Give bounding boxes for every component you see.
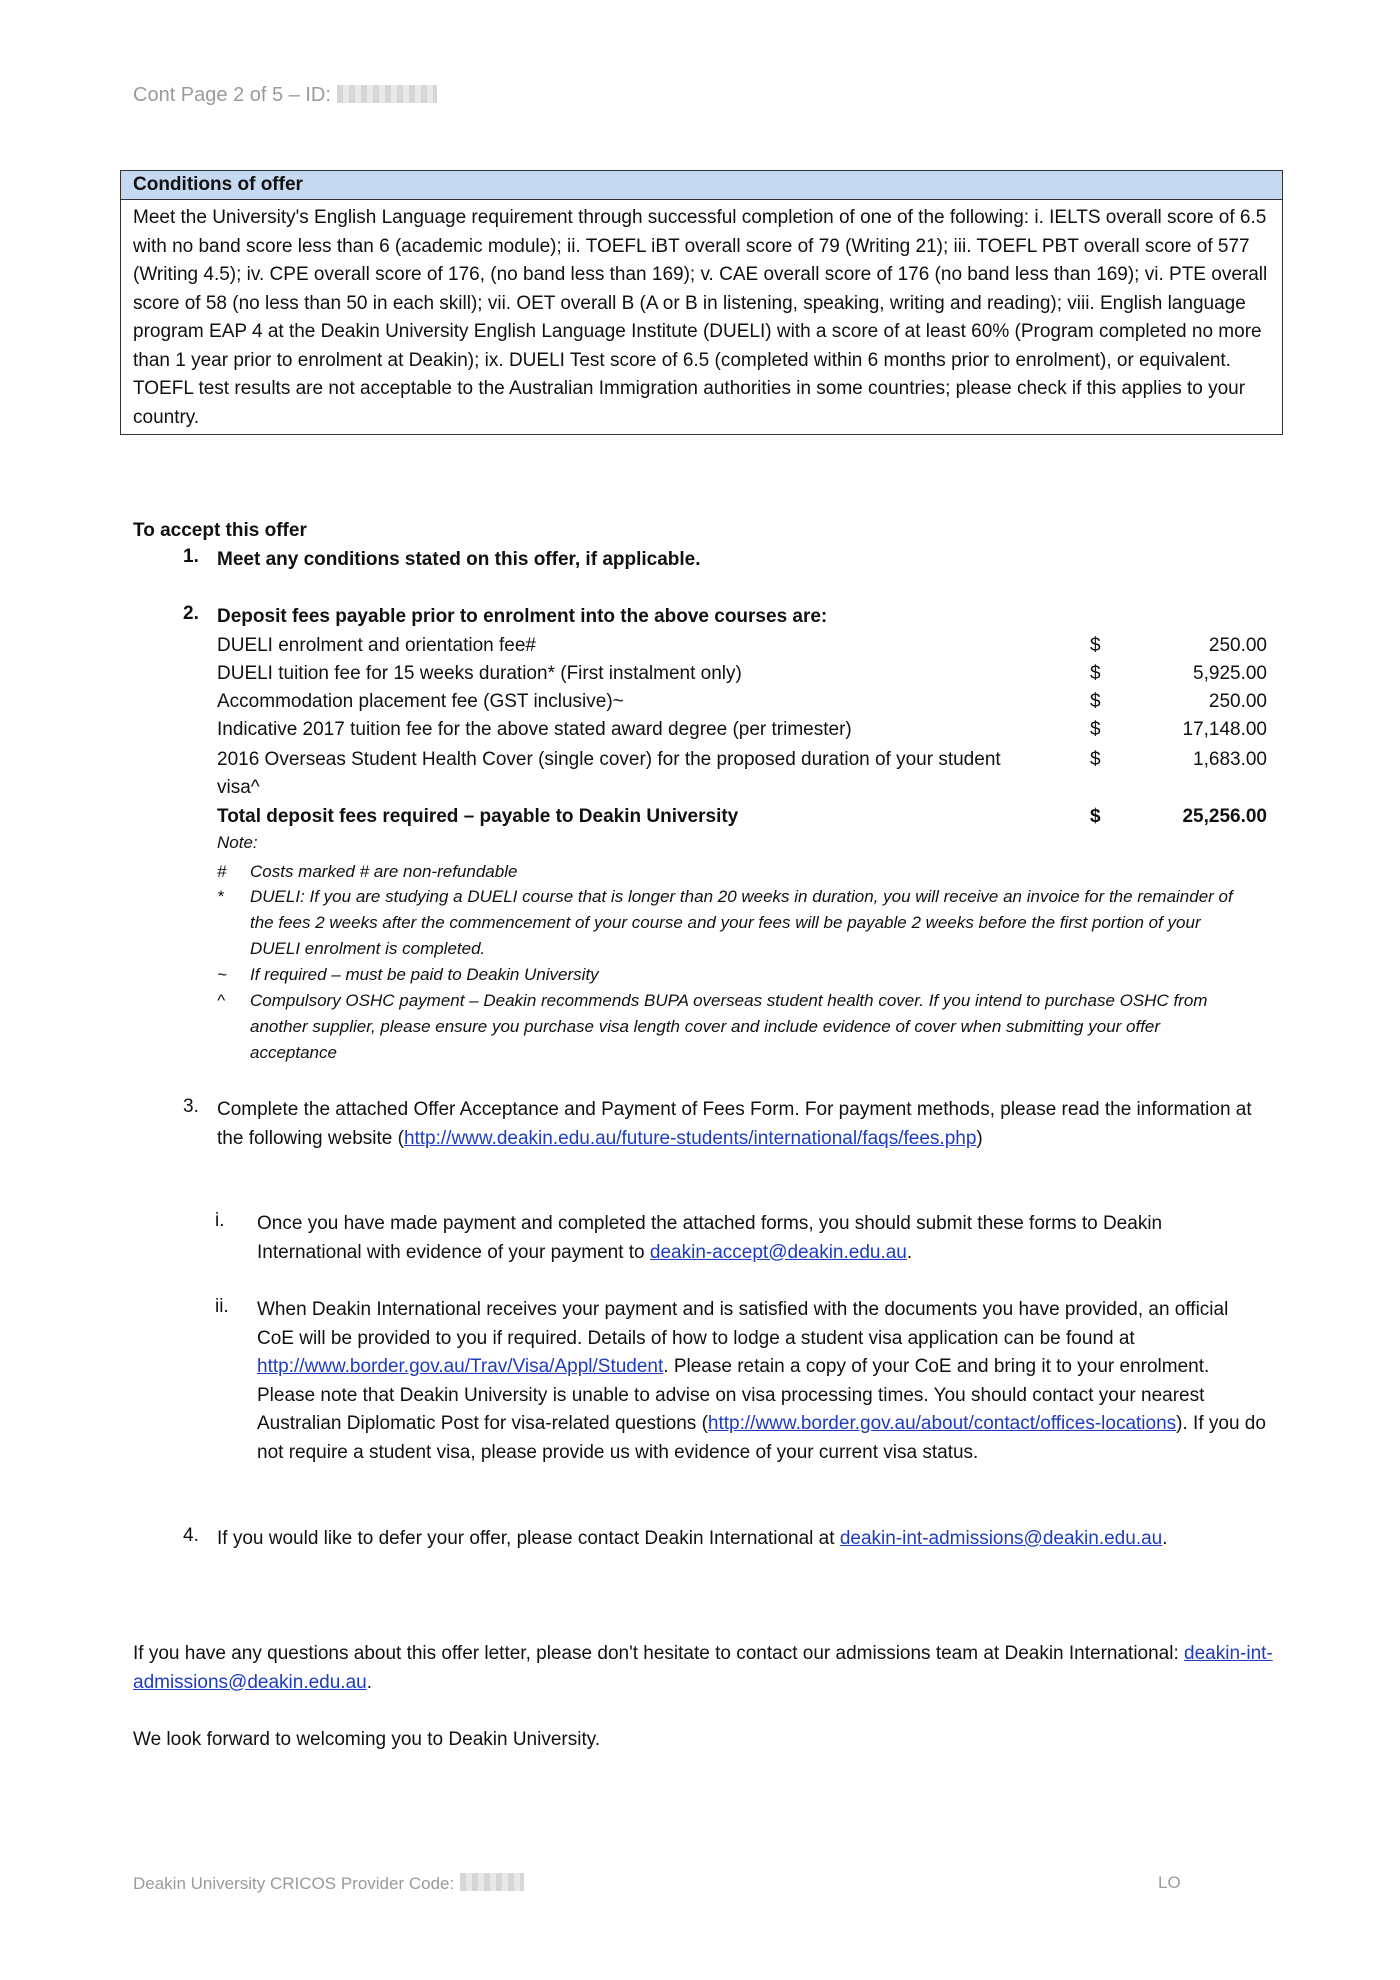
fee-amount: 5,925.00	[1193, 663, 1267, 684]
closing-text-end: .	[366, 1671, 372, 1693]
item-4-text	[217, 1525, 1267, 1554]
fee-label: Indicative 2017 tuition fee for the above stated award degree (per trimester)	[217, 719, 852, 740]
fee-currency: $	[1090, 663, 1101, 684]
note-text: Compulsory OSHC payment – Deakin recommends BUPA overseas student health cover. If you intend to purchase OSHC from another supplier, please ensure you purchase visa length cover and include evidence of cover when submitting your offer acceptance	[250, 991, 1208, 1062]
item-4-text-start: If you would like to defer your offer, please contact Deakin International at	[217, 1528, 840, 1549]
closing-paragraph	[133, 1640, 1273, 1697]
redacted-code	[460, 1873, 524, 1891]
closing-text: If you have any questions about this offer letter, please don't hesitate to contact our admissions team at Deakin International:	[133, 1643, 1185, 1664]
item-1-number: 1.	[183, 546, 199, 567]
item-3-text-end: )	[976, 1127, 983, 1149]
fee-row	[217, 632, 1267, 660]
redacted-id	[337, 85, 437, 103]
item-3-number: 3.	[183, 1096, 199, 1117]
sub-item-i-number: i.	[215, 1210, 225, 1231]
item-2-text: Deposit fees payable prior to enrolment into the above courses are:	[217, 606, 828, 627]
page-header-text: Cont Page 2 of 5 – ID:	[133, 84, 331, 106]
sub-item-ii-text-3: ). If you do not require a student visa, please provide us with evidence of your current visa status.	[257, 1413, 1266, 1463]
note-item	[217, 884, 1267, 962]
item-2-number: 2.	[183, 603, 199, 624]
sub-item-ii-number: ii.	[215, 1296, 229, 1317]
sub-item-ii-text	[257, 1296, 1267, 1467]
sub-item-i-text-start: Once you have made payment and completed the attached forms, you should submit these forms to Deakin International with evidence of your payment to	[257, 1213, 1163, 1263]
fee-label: DUELI enrolment and orientation fee#	[217, 635, 536, 656]
fee-currency: $	[1090, 749, 1101, 770]
fee-label: 2016 Overseas Student Health Cover (single cover) for the proposed duration of your student visa^	[217, 749, 1001, 798]
footer-code: LO	[1158, 1873, 1181, 1892]
admissions-email-link[interactable]: deakin-int-admissions@deakin.edu.au	[133, 1643, 1273, 1693]
fee-row	[217, 660, 1267, 688]
fee-amount: 250.00	[1208, 691, 1267, 712]
note-title: Note:	[217, 833, 258, 852]
fee-total-row	[217, 803, 1267, 831]
offices-locations-link[interactable]: http://www.border.gov.au/about/contact/offices-locations	[707, 1413, 1177, 1434]
note-text: Costs marked # are non-refundable	[250, 862, 518, 881]
item-4-number: 4.	[183, 1525, 199, 1546]
note-symbol: ~	[217, 965, 227, 984]
sub-item-i-text-end: .	[906, 1241, 913, 1263]
conditions-box	[120, 170, 1283, 435]
note-symbol: ^	[217, 991, 225, 1010]
fee-total-label: Total deposit fees required – payable to Deakin University	[217, 806, 739, 827]
page-header	[133, 84, 437, 107]
fee-total-amount: 25,256.00	[1182, 806, 1267, 827]
note-item	[217, 988, 1267, 1066]
sub-item-ii-text-1: When Deakin International receives your payment and is satisfied with the documents you have provided, an official CoE will be provided to you if required. Details of how to lodge a student visa application can be found at	[257, 1299, 1229, 1349]
footer-cricos-text: Deakin University CRICOS Provider Code:	[133, 1874, 455, 1893]
footer-cricos	[133, 1873, 524, 1894]
sub-item-i-text	[257, 1210, 1267, 1267]
fee-currency: $	[1090, 691, 1101, 712]
accept-title: To accept this offer	[133, 520, 307, 541]
fee-amount: 1,683.00	[1193, 749, 1267, 770]
fee-currency: $	[1090, 719, 1101, 740]
sub-item-ii-text-2: . Please retain a copy of your CoE and bring it to your enrolment. Please note that Deakin University is unable to advise on visa processing times. You should contact your nearest Australian Diplomatic Post for visa-related questions (	[257, 1356, 1210, 1434]
note-text: If required – must be paid to Deakin University	[250, 965, 599, 984]
fee-row	[217, 716, 1267, 744]
item-4-text-end: .	[1162, 1528, 1168, 1549]
fee-currency: $	[1090, 635, 1101, 656]
fee-row	[217, 746, 1267, 802]
note-item	[217, 962, 1267, 988]
conditions-title: Conditions of offer	[121, 171, 1282, 200]
note-item	[217, 859, 1267, 885]
fee-amount: 17,148.00	[1182, 719, 1267, 740]
fees-info-link[interactable]: http://www.deakin.edu.au/future-students/international/faqs/fees.php	[403, 1127, 977, 1149]
note-text: DUELI: If you are studying a DUELI course that is longer than 20 weeks in duration, you will receive an invoice for the remainder of the fees 2 weeks after the commencement of your course and your fees will be payable 2 weeks before the first portion of your DUELI enrolment is completed.	[250, 887, 1233, 958]
fee-total-currency: $	[1090, 806, 1101, 827]
fee-row	[217, 688, 1267, 716]
student-visa-link[interactable]: http://www.border.gov.au/Trav/Visa/Appl/Student	[257, 1356, 664, 1377]
item-3-text	[217, 1096, 1267, 1153]
item-1-text: Meet any conditions stated on this offer, if applicable.	[217, 549, 701, 570]
conditions-body: Meet the University's English Language requirement through successful completion of one of the following: i. IELTS overall score of 6.5 with no band score less than 6 (academic module); ii. TOEFL iBT overall score of 79 (Writing 21); iii. TOEFL PBT overall score of 577 (Writing 4.5); iv. CPE overall score of 176, (no band less than 169); v. CAE overall score of 176 (no band less than 169); vi. PTE overall score of 58 (no less than 50 in each skill); vii. OET overall B (A or B in listening, speaking, writing and reading); viii. English language program EAP 4 at the Deakin University English Language Institute (DUELI) with a score of at least 60% (Program completed no more than 1 year prior to enrolment at Deakin); ix. DUELI Test score of 6.5 (completed within 6 months prior to enrolment), or equivalent. TOEFL test results are not acceptable to the Australian Immigration authorities in some countries; please check if this applies to your country.	[133, 207, 1268, 428]
note-symbol: *	[217, 887, 224, 906]
fee-label: Accommodation placement fee (GST inclusive)~	[217, 691, 624, 712]
deakin-accept-email-link[interactable]: deakin-accept@deakin.edu.au	[649, 1241, 907, 1263]
fee-label: DUELI tuition fee for 15 weeks duration* (First instalment only)	[217, 663, 742, 684]
note-symbol: #	[217, 862, 227, 881]
defer-email-link[interactable]: deakin-int-admissions@deakin.edu.au	[839, 1528, 1163, 1549]
item-3-text-start: Complete the attached Offer Acceptance and Payment of Fees Form. For payment methods, please read the information at the following website (	[217, 1099, 1252, 1149]
fee-amount: 250.00	[1208, 635, 1267, 656]
welcome-paragraph: We look forward to welcoming you to Deakin University.	[133, 1729, 601, 1750]
